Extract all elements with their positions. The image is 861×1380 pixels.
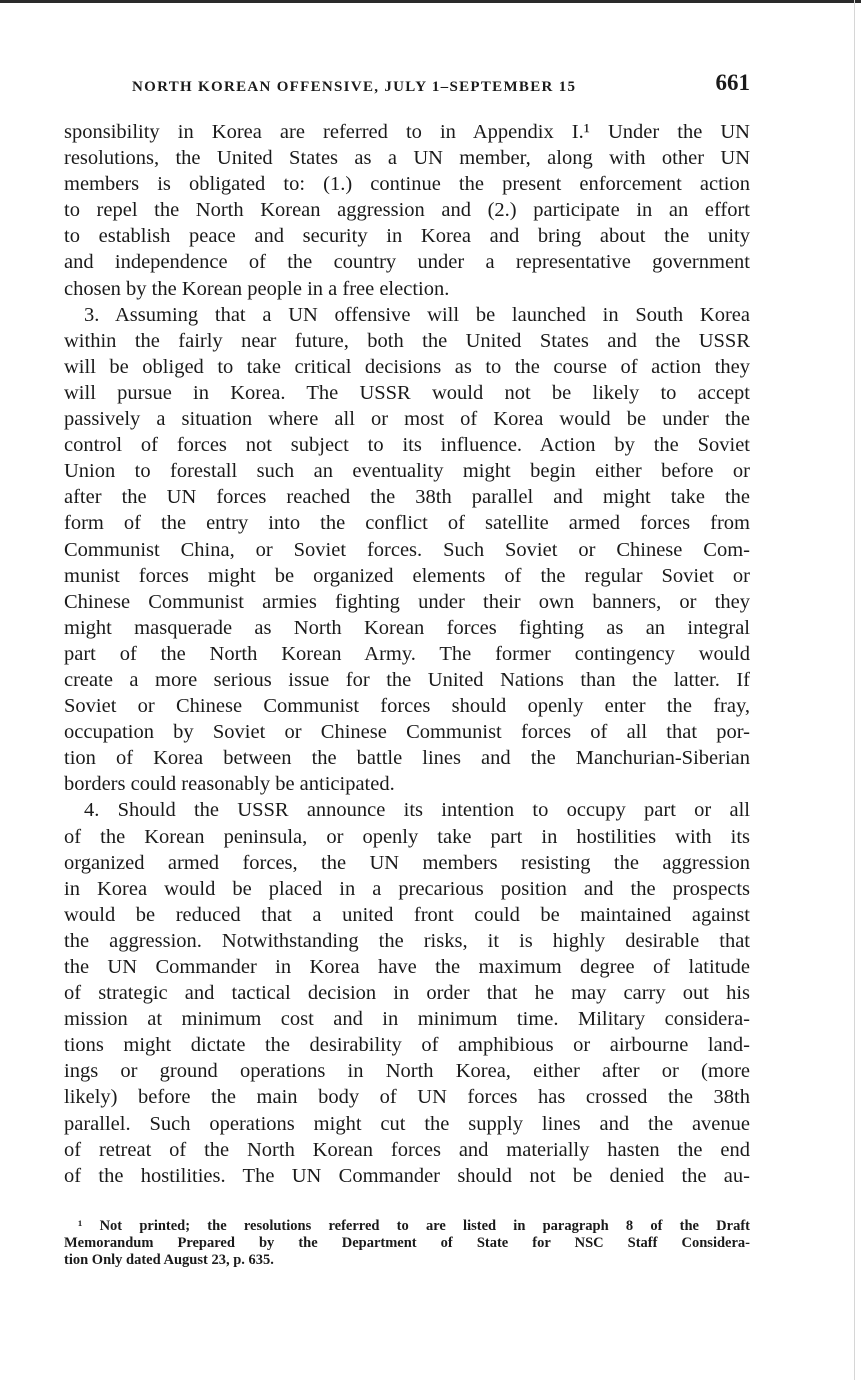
body-line: Chinese Communist armies fighting under their own banners, or they — [64, 590, 750, 613]
page-header — [64, 70, 750, 100]
body-line: tion of Korea between the battle lines and the Manchurian-Siberian — [64, 747, 750, 770]
body-line: control of forces not subject to its influence. Action by the Soviet — [64, 434, 750, 457]
body-line: members is obligated to: (1.) continue the present enforcement action — [64, 173, 750, 196]
body-line: the aggression. Notwithstanding the risks, it is highly desirable that — [64, 929, 750, 952]
body-line: will pursue in Korea. The USSR would not be likely to accept — [64, 381, 750, 404]
body-line: ings or ground operations in North Korea, either after or (more — [64, 1060, 750, 1083]
body-line: and independence of the country under a representative government — [64, 251, 750, 274]
body-line: of the Korean peninsula, or openly take part in hostilities with its — [64, 825, 750, 848]
body-line: might masquerade as North Korean forces fighting as an integral — [64, 616, 750, 639]
body-line: chosen by the Korean people in a free election. — [64, 277, 450, 300]
body-line: borders could reasonably be anticipated. — [64, 773, 395, 796]
body-line: munist forces might be organized elements of the regular Soviet or — [64, 564, 750, 587]
body-line: in Korea would be placed in a precarious position and the prospects — [64, 877, 750, 900]
footnote-line: tion Only dated August 23, p. 635. — [64, 1252, 274, 1268]
body-line: within the fairly near future, both the United States and the USSR — [64, 329, 750, 352]
body-line: part of the North Korean Army. The former contingency would — [64, 642, 750, 665]
body-text — [64, 119, 750, 1189]
body-line: form of the entry into the conflict of satellite armed forces from — [64, 512, 750, 535]
paragraph-4-first-line: 4. Should the USSR announce its intention to occupy part or all — [84, 799, 750, 822]
page-right-edge — [854, 0, 855, 1380]
body-line: of retreat of the North Korean forces and materially hasten the end — [64, 1138, 750, 1161]
body-line: sponsibility in Korea are referred to in Appendix I.¹ Under the UN — [64, 121, 750, 143]
body-line: occupation by Soviet or Chinese Communist forces of all that por- — [64, 721, 750, 744]
body-line: mission at minimum cost and in minimum time. Military considera- — [64, 1008, 750, 1031]
body-line: parallel. Such operations might cut the supply lines and the avenue — [64, 1112, 750, 1135]
body-line: will be obliged to take critical decisions as to the course of action they — [64, 355, 750, 378]
body-line: to establish peace and security in Korea and bring about the unity — [64, 225, 750, 248]
body-line: the UN Commander in Korea have the maximum degree of latitude — [64, 956, 750, 978]
paragraph-3-first-line: 3. Assuming that a UN offensive will be launched in South Korea — [84, 303, 750, 326]
body-line: after the UN forces reached the 38th parallel and might take the — [64, 486, 750, 509]
body-line: create a more serious issue for the United Nations than the latter. If — [64, 668, 750, 691]
body-line: to repel the North Korean aggression and (2.) participate in an effort — [64, 199, 750, 222]
body-line: Union to forestall such an eventuality might begin either before or — [64, 460, 750, 483]
body-line: would be reduced that a united front could be maintained against — [64, 903, 750, 926]
body-line: resolutions, the United States as a UN member, along with other UN — [64, 147, 750, 170]
body-line: organized armed forces, the UN members resisting the aggression — [64, 851, 750, 874]
body-line: of strategic and tactical decision in order that he may carry out his — [64, 982, 750, 1005]
running-head: NORTH KOREAN OFFENSIVE, JULY 1–SEPTEMBER 15 — [132, 79, 577, 95]
body-line: Soviet or Chinese Communist forces should openly enter the fray, — [64, 695, 750, 718]
body-line: Communist China, or Soviet forces. Such Soviet or Chinese Com- — [64, 538, 750, 561]
footnote-line: Memorandum Prepared by the Department of State for NSC Staff Considera- — [64, 1235, 750, 1251]
footnote — [64, 1218, 750, 1269]
body-line: passively a situation where all or most of Korea would be under the — [64, 408, 750, 431]
body-line: of the hostilities. The UN Commander should not be denied the au- — [64, 1164, 750, 1187]
page-top-edge — [0, 0, 861, 3]
page-number: 661 — [715, 70, 750, 95]
body-line: tions might dictate the desirability of amphibious or airbourne land- — [64, 1034, 750, 1057]
footnote-line: ¹ Not printed; the resolutions referred to are listed in paragraph 8 of the Draft — [78, 1218, 750, 1234]
body-line: likely) before the main body of UN forces has crossed the 38th — [64, 1086, 750, 1109]
